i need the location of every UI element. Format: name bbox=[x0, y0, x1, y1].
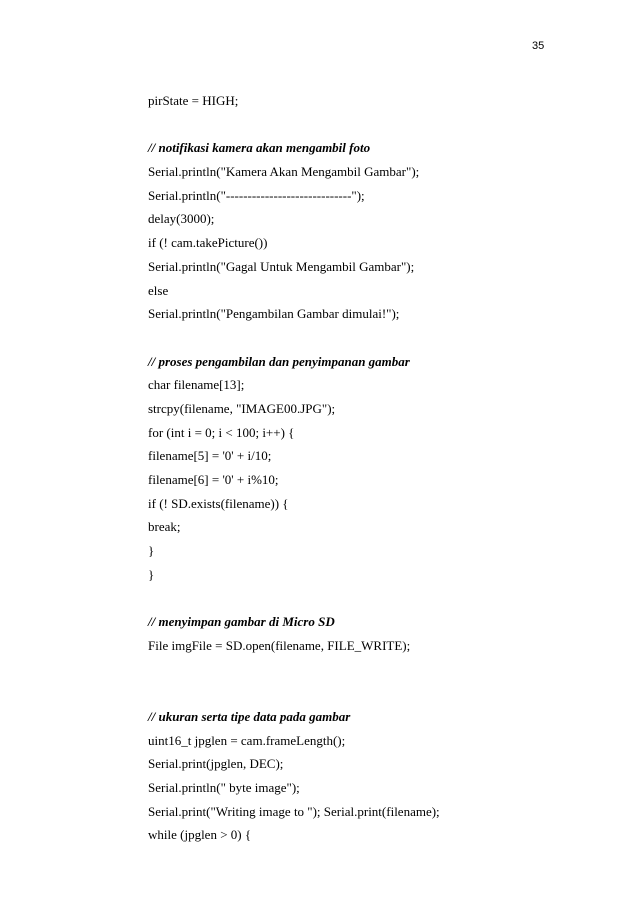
code-line: else bbox=[148, 282, 169, 298]
blank-line bbox=[148, 681, 588, 705]
code-line: if (! cam.takePicture()) bbox=[148, 235, 268, 251]
code-line: filename[5] = '0' + i/10; bbox=[148, 448, 272, 464]
blank-line bbox=[148, 658, 588, 682]
code-comment-line: // notifikasi kamera akan mengambil foto bbox=[148, 140, 371, 156]
code-line: if (! SD.exists(filename)) { bbox=[148, 495, 289, 511]
code-line: break; bbox=[148, 519, 181, 535]
code-line: File imgFile = SD.open(filename, FILE_WRITE); bbox=[148, 637, 411, 653]
blank-line bbox=[148, 586, 588, 610]
code-listing bbox=[148, 89, 588, 847]
blank-line bbox=[148, 113, 588, 137]
code-line: pirState = HIGH; bbox=[148, 93, 239, 108]
blank-line bbox=[148, 326, 588, 350]
code-comment-line: // ukuran serta tipe data pada gambar bbox=[148, 708, 351, 724]
code-line: for (int i = 0; i < 100; i++) { bbox=[148, 424, 295, 440]
code-comment-line: // menyimpan gambar di Micro SD bbox=[148, 614, 335, 630]
code-line: while (jpglen > 0) { bbox=[148, 827, 252, 843]
code-line: strcpy(filename, "IMAGE00.JPG"); bbox=[148, 400, 336, 416]
code-line: Serial.print(jpglen, DEC); bbox=[148, 756, 284, 772]
code-comment-line: // proses pengambilan dan penyimpanan gambar bbox=[148, 353, 410, 369]
code-line: delay(3000); bbox=[148, 211, 215, 227]
code-line: Serial.println("-----------------------------"); bbox=[148, 187, 365, 203]
page-number: 35 bbox=[532, 40, 545, 52]
code-line: Serial.println("Gagal Untuk Mengambil Gambar"); bbox=[148, 258, 415, 274]
code-line: char filename[13]; bbox=[148, 377, 245, 393]
code-line: Serial.print("Writing image to "); Serial.print(filename); bbox=[148, 803, 440, 819]
code-line: } bbox=[148, 566, 155, 582]
code-line: Serial.println("Pengambilan Gambar dimulai!"); bbox=[148, 306, 400, 322]
code-line: uint16_t jpglen = cam.frameLength(); bbox=[148, 732, 346, 748]
code-line: Serial.println("Kamera Akan Mengambil Gambar"); bbox=[148, 164, 420, 180]
code-line: } bbox=[148, 543, 155, 559]
code-line: filename[6] = '0' + i%10; bbox=[148, 472, 279, 487]
code-line: Serial.println(" byte image"); bbox=[148, 779, 300, 795]
